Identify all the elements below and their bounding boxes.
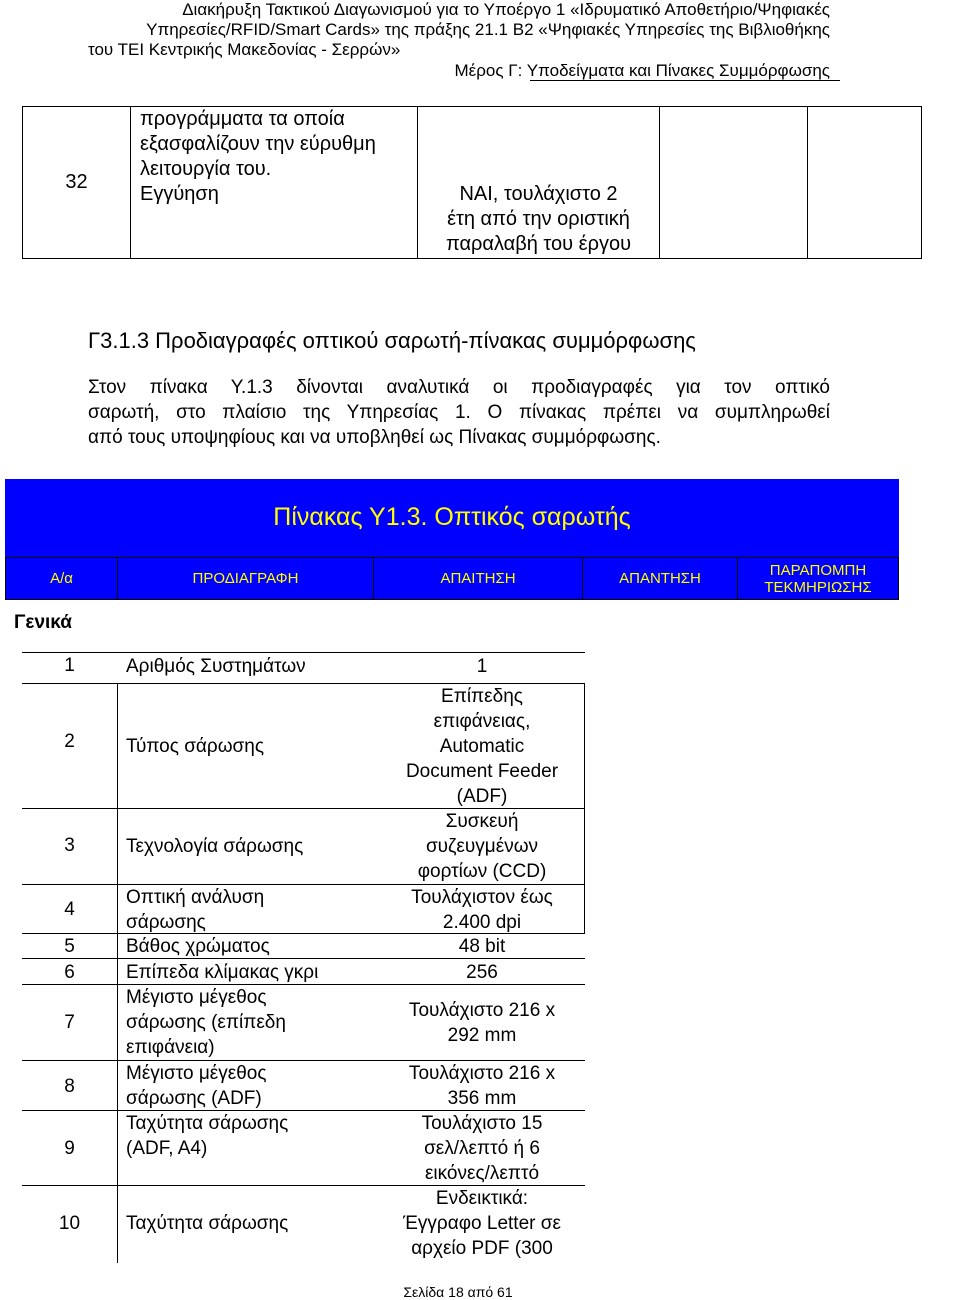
row-description xyxy=(126,834,382,859)
desc-line: Οπτική ανάλυση xyxy=(126,887,265,908)
table-row xyxy=(22,884,585,933)
row-description xyxy=(126,1211,382,1236)
item-label: Εγγύηση xyxy=(140,183,219,205)
req-line: ΝΑΙ, τουλάχιστο 2 xyxy=(459,183,618,205)
grid-line xyxy=(117,683,118,1263)
req-line: Τουλάχιστο 15 xyxy=(421,1113,543,1134)
desc-line: Βάθος χρώματος xyxy=(126,936,270,957)
desc-line: σάρωσης (επίπεδη xyxy=(126,1012,286,1033)
desc-line: προγράμματα τα οποία xyxy=(140,108,345,130)
row-number: 1 xyxy=(64,655,75,676)
req-line: συζευγμένων xyxy=(425,836,539,857)
row-description xyxy=(126,1061,382,1111)
page-number: Σελίδα 18 από 61 xyxy=(403,1284,513,1300)
row-requirement xyxy=(382,809,582,884)
req-line: Document Feeder xyxy=(405,761,559,782)
row-requirement xyxy=(382,654,582,679)
table-row xyxy=(22,958,585,984)
row-requirement xyxy=(382,998,582,1048)
previous-table-continuation xyxy=(22,106,922,259)
row-requirement xyxy=(382,1186,582,1261)
intro-line-last: από τους υποψηφίους και να υποβληθεί ως Πίνακας συμμόρφωσης. xyxy=(88,427,661,448)
group-label: Γενικά xyxy=(14,612,72,633)
table-row xyxy=(22,652,585,683)
table-row xyxy=(22,683,585,808)
header-line-1: Διακήρυξη Τακτικού Διαγωνισμού για το Υποέργο 1 «Ιδρυματικό Αποθετήριο/Ψηφιακές xyxy=(182,0,830,19)
req-line: 48 bit xyxy=(458,936,506,957)
row-reference xyxy=(808,107,922,259)
table-row xyxy=(22,1185,585,1263)
table-row xyxy=(22,1060,585,1110)
row-number: 10 xyxy=(58,1213,81,1234)
desc-line: Αριθμός Συστημάτων xyxy=(126,656,306,677)
row-description xyxy=(126,934,382,959)
req-line: Τουλάχιστο 216 x xyxy=(408,1000,556,1021)
table-row xyxy=(22,1110,585,1185)
desc-line: Τύπος σάρωσης xyxy=(126,736,264,757)
header-rule xyxy=(530,80,840,81)
table-row xyxy=(22,933,585,958)
header-line-3: του ΤΕΙ Κεντρικής Μακεδονίας - Σερρών» xyxy=(88,40,401,59)
row-description xyxy=(126,960,382,985)
req-line: Επίπεδης xyxy=(441,686,523,707)
column-header-ans: ΑΠΑΝΤΗΣΗ xyxy=(582,557,738,600)
req-line: Συσκευή xyxy=(445,811,519,832)
req-line: Τουλάχιστον έως xyxy=(411,887,553,908)
req-line: σελ/λεπτό ή 6 xyxy=(424,1138,540,1159)
req-line: (ADF) xyxy=(456,786,508,807)
ref-header-line: ΠΑΡΑΠΟΜΠΗ xyxy=(769,561,867,579)
intro-paragraph xyxy=(88,375,830,425)
section-heading: Γ3.1.3 Προδιαγραφές οπτικού σαρωτή-πίνακας συμμόρφωσης xyxy=(88,328,696,353)
row-requirement xyxy=(382,684,582,809)
row-description xyxy=(126,985,382,1060)
intro-line: Στον πίνακα Υ.1.3 δίνονται αναλυτικά οι προδιαγραφές για τον οπτικό xyxy=(88,377,830,398)
table-row xyxy=(22,808,585,884)
row-number: 4 xyxy=(64,899,75,920)
req-line: 1 xyxy=(476,656,488,677)
row-number: 32 xyxy=(23,107,131,259)
row-number: 9 xyxy=(64,1138,75,1159)
column-header-ref xyxy=(737,557,899,600)
row-requirement xyxy=(382,1111,582,1186)
column-header-num: Α/α xyxy=(5,557,118,600)
intro-line: σαρωτή, στο πλαίσιο της Υπηρεσίας 1. Ο πίνακας πρέπει να συμπληρωθεί xyxy=(88,402,830,423)
row-requirement xyxy=(382,885,582,935)
table-row xyxy=(22,984,585,1060)
column-header-req: ΑΠΑΙΤΗΣΗ xyxy=(373,557,583,600)
desc-line: επιφάνεια) xyxy=(126,1037,215,1058)
column-header-spec: ΠΡΟΔΙΑΓΡΑΦΗ xyxy=(117,557,374,600)
header-line-2: Υπηρεσίες/RFID/Smart Cards» της πράξης 21.1 Β2 «Ψηφιακές Υπηρεσίες της Βιβλιοθήκης xyxy=(146,20,830,39)
req-line: επιφάνειας, xyxy=(433,711,531,732)
desc-line: σάρωσης xyxy=(126,912,206,933)
ref-header-line: ΤΕΚΜΗΡΙΩΣΗΣ xyxy=(764,578,872,596)
desc-line: εξασφαλίζουν την εύρυθμη xyxy=(140,133,376,155)
row-number: 5 xyxy=(64,936,75,957)
desc-line: Ταχύτητα σάρωσης xyxy=(126,1213,289,1234)
desc-line: (ADF, A4) xyxy=(126,1138,208,1159)
table-row xyxy=(23,107,922,259)
req-line: έτη από την οριστική xyxy=(447,208,630,230)
row-number: 7 xyxy=(64,1012,75,1033)
req-line: Automatic xyxy=(439,736,525,757)
grid-line xyxy=(584,683,585,933)
row-number: 2 xyxy=(64,731,75,752)
row-description xyxy=(126,885,382,935)
row-description xyxy=(126,734,382,759)
table-title: Πίνακας Υ1.3. Οπτικός σαρωτής xyxy=(273,503,631,531)
row-requirement xyxy=(382,960,582,985)
desc-line: Ταχύτητα σάρωσης xyxy=(126,1113,289,1134)
desc-line: Επίπεδα κλίμακας γκρι xyxy=(126,962,319,983)
row-answer xyxy=(660,107,808,259)
req-line: Ενδεικτικά: xyxy=(435,1188,529,1209)
req-line: 356 mm xyxy=(447,1088,517,1109)
desc-line: Μέγιστο μέγεθος xyxy=(126,1063,267,1084)
desc-line: λειτουργία του. xyxy=(140,158,272,180)
req-line: παραλαβή του έργου xyxy=(445,233,632,255)
req-line: αρχείο PDF (300 xyxy=(411,1238,553,1259)
req-line: φορτίων (CCD) xyxy=(417,861,547,882)
desc-line: Τεχνολογία σάρωσης xyxy=(126,836,304,857)
row-requirement xyxy=(382,934,582,959)
row-requirement xyxy=(418,107,660,259)
req-line: 292 mm xyxy=(447,1025,517,1046)
desc-line: Μέγιστο μέγεθος xyxy=(126,987,267,1008)
row-description xyxy=(131,107,418,259)
row-requirement xyxy=(382,1061,582,1111)
req-line: εικόνες/λεπτό xyxy=(424,1163,540,1184)
row-description xyxy=(126,1111,382,1161)
row-description xyxy=(126,654,382,679)
row-number: 6 xyxy=(64,962,75,983)
header-line-4: Μέρος Γ: Υποδείγματα και Πίνακες Συμμόρφωσης xyxy=(454,61,830,80)
req-line: 2.400 dpi xyxy=(442,912,522,933)
row-number: 8 xyxy=(64,1076,75,1097)
req-line: 256 xyxy=(466,962,498,983)
req-line: Τουλάχιστο 216 x xyxy=(408,1063,556,1084)
row-number: 3 xyxy=(64,835,75,856)
desc-line: σάρωσης (ADF) xyxy=(126,1088,262,1109)
req-line: Έγγραφο Letter σε xyxy=(403,1213,561,1234)
